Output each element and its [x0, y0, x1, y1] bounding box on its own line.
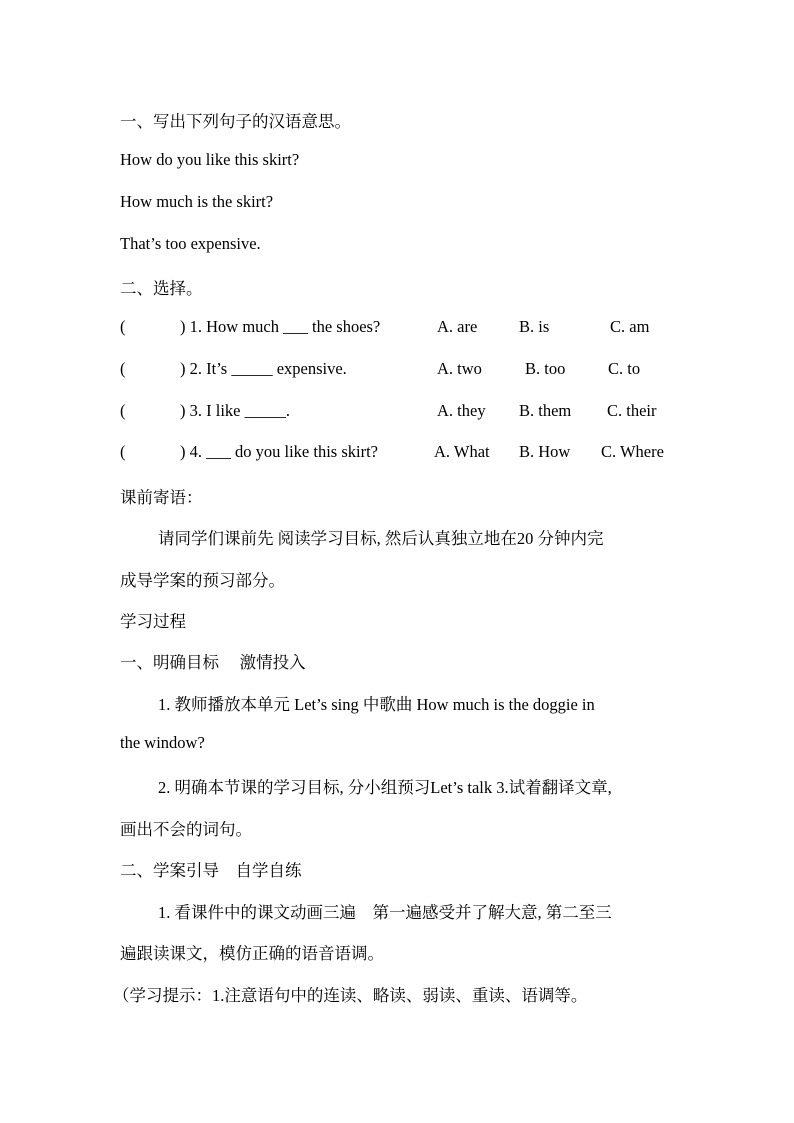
option-a: A. are: [437, 317, 478, 336]
sentence-1: How do you like this skirt?: [120, 150, 300, 169]
question-stem: ) 3. I like _____.: [180, 401, 290, 420]
process-heading: 学习过程: [120, 612, 186, 631]
sentence-2: How much is the skirt?: [120, 192, 274, 211]
answer-paren: (: [120, 359, 126, 378]
section1-heading: 一、写出下列句子的汉语意思。: [120, 112, 351, 131]
question-stem: ) 1. How much ___ the shoes?: [180, 317, 381, 336]
option-a: A. they: [437, 401, 486, 420]
part1-item2-line1: 2. 明确本节课的学习目标, 分小组预习Let’s talk 3.试着翻译文章,: [158, 778, 612, 797]
question-stem: ) 2. It’s _____ expensive.: [180, 359, 347, 378]
preclass-text-line2: 成导学案的预习部分。: [120, 571, 285, 590]
answer-paren: (: [120, 317, 126, 336]
part1-heading: 一、明确目标 激情投入: [120, 653, 306, 672]
option-a: A. two: [437, 359, 482, 378]
option-b: B. is: [519, 317, 550, 336]
part2-item1-line1: 1. 看课件中的课文动画三遍 第一遍感受并了解大意, 第二至三: [158, 903, 612, 922]
option-b: B. too: [525, 359, 566, 378]
part1-item2-line2: 画出不会的词句。: [120, 820, 252, 839]
question-stem: ) 4. ___ do you like this skirt?: [180, 442, 378, 461]
part2-heading: 二、学案引导 自学自练: [120, 861, 302, 880]
preclass-text-line1: 请同学们课前先 阅读学习目标, 然后认真独立地在20 分钟内完: [158, 529, 604, 548]
option-a: A. What: [434, 442, 490, 461]
section2-heading: 二、选择。: [120, 279, 203, 298]
sentence-3: That’s too expensive.: [120, 234, 261, 253]
part1-item1-line1: 1. 教师播放本单元 Let’s sing 中歌曲 How much is the doggie in: [158, 695, 595, 714]
learning-tip: （学习提示：1.注意语句中的连读、略读、弱读、重读、语调等。: [113, 986, 588, 1005]
preclass-heading: 课前寄语：: [120, 488, 203, 507]
option-c: C. am: [610, 317, 650, 336]
option-c: C. their: [607, 401, 657, 420]
part1-item1-line2: the window?: [120, 733, 205, 752]
option-c: C. to: [608, 359, 641, 378]
part2-item1-line2: 遍跟读课文，模仿正确的语音语调。: [120, 944, 384, 963]
option-b: B. them: [519, 401, 572, 420]
answer-paren: (: [120, 442, 126, 461]
option-c: C. Where: [601, 442, 664, 461]
option-b: B. How: [519, 442, 571, 461]
answer-paren: (: [120, 401, 126, 420]
